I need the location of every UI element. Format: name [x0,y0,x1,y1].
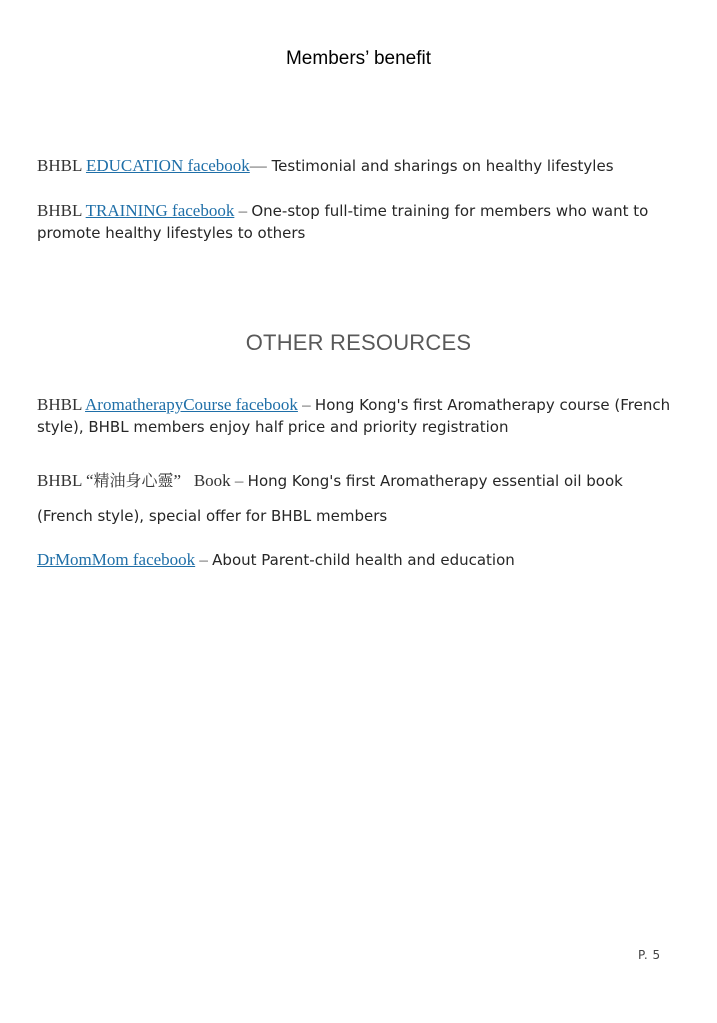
entry-description: One-stop full-time training for members who want to promote healthy lifestyles to others [37,202,649,242]
page-title: Members’ benefit [285,48,432,69]
book-title: 精油身心靈 [93,471,174,490]
education-facebook-entry [37,155,682,177]
book-description-line1: Hong Kong's first Aromatherapy essential oil book [247,472,623,490]
education-facebook-link[interactable]: EDUCATION facebook [85,156,250,175]
entry-description: About Parent-child health and education [212,551,515,569]
training-facebook-link[interactable]: TRAINING facebook [85,201,235,220]
entry-description: Testimonial and sharings on healthy lifestyles [266,157,614,175]
entry-prefix: BHBL [37,156,86,175]
entry-separator: – [234,201,252,220]
book-prefix: BHBL “ [37,471,94,490]
book-entry-line1 [37,470,682,492]
aromatherapy-course-entry [37,394,682,438]
entry-description: Hong Kong's first Aromatherapy course (French style), BHBL members enjoy half price and priority registration [37,396,671,436]
entry-separator: – [230,471,248,490]
book-description-line2: (French style), special offer for BHBL members [37,507,388,525]
book-entry-line2 [37,505,682,527]
entry-prefix: BHBL [37,395,86,414]
entry-prefix: BHBL [37,201,86,220]
entry-separator: — [249,156,267,175]
entry-separator: – [195,550,213,569]
entry-separator: – [297,395,315,414]
drmommom-facebook-link[interactable]: DrMomMom facebook [37,550,196,569]
other-resources-heading: OTHER RESOURCES [245,330,472,355]
drmommom-entry [37,549,682,571]
page-number: P. 5 [638,948,661,962]
book-suffix: ” Book [173,471,231,490]
aromatherapy-course-facebook-link[interactable]: AromatherapyCourse facebook [85,395,298,414]
training-facebook-entry [37,200,682,244]
